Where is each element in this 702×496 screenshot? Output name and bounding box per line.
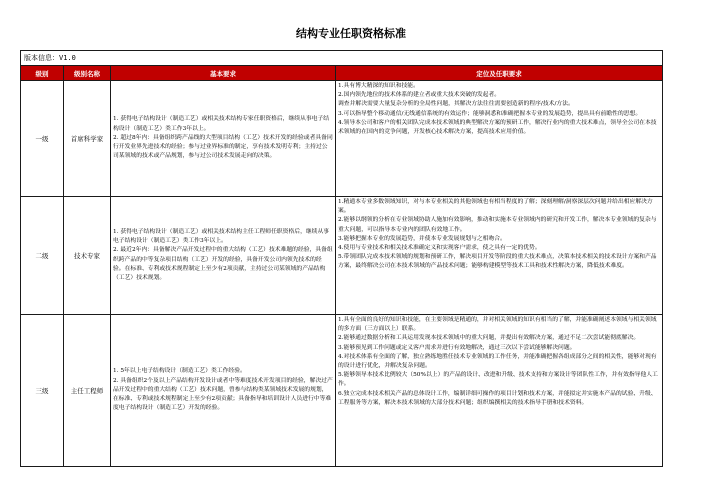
responsibility-item: 2.能够以纲领的分析在专业领域协助人施加有效影响，推动和实施本专业领域内的研究和开发工作，解决本专业领域的复杂与重大问题，可以指导本专业内的团队有效地工作。 xyxy=(338,217,657,233)
responsibility-item: 5.带领团队完成本技术领域的规划和预研工作，解决项目开发等阶段的重大技术难点，决策本技术相关的技术设计方案和产品方案，最终解决公司在本技术领域的产品技术问题；能够构建模型等技术工具和技术性解决方案，降低技术难度。 xyxy=(338,254,657,270)
version-cell xyxy=(21,51,663,66)
requirement-item: 2. 最近2年内：具备解决产品开发过程中的重大结构（工艺）技术难题的经验，具备组织跨产品的中等复杂项目结构（工艺）开发的经验，具备开发公司内领先技术的经验。在标准、专利或技术规程制定上至少有2项贡献，主持过公司某领域的产品结构（工艺）技术规划。 xyxy=(113,247,333,281)
version-value: V1.0 xyxy=(59,54,76,62)
header-basic-requirements: 基本要求 xyxy=(111,66,336,81)
table-row xyxy=(21,81,663,197)
level-cell: 二级 xyxy=(21,197,64,315)
responsibility-item: 1.具有博大精深的知识和技能。 xyxy=(338,83,419,89)
responsibility-item: 1.精通本专业多数领域知识，对与本专业相关的其他领域也有相当程度的了解；深刻理解/洞察深层次问题并给出相应解决方案。 xyxy=(338,199,653,215)
basic-requirements-cell xyxy=(111,197,336,315)
level-name-cell: 主任工程师 xyxy=(64,315,111,467)
level-name-cell: 首席科学家 xyxy=(64,81,111,197)
position-requirements-cell xyxy=(336,81,663,197)
responsibility-item: 4.对技术体系有全面的了解，独立熟练地胜任技术专业领域的工作任务，并能准确把握各组成部分之间的相关性，能够对现有的设计进行优化，并解决复杂问题。 xyxy=(338,353,657,370)
requirement-item: 1. 获得电子结构设计（制造工艺）或相关技术结构专家任职资格后，继续从事电子结构设计（制造工艺）类工作3年以上。 xyxy=(113,116,330,132)
header-row xyxy=(21,66,663,81)
version-row xyxy=(21,51,663,66)
responsibility-item: 5.能够领导本技术比例较大（50%以上）的产品的设计、改进和升级、技术支持和方案设计等团队性工作，并有效指导他人工作。 xyxy=(338,372,658,388)
responsibility-item: 3.可以指导整个移动通信/无线通信系统的有效运作；能够洞悉和准确把握本专业的发展趋势，提出具有前瞻性的思想。 xyxy=(338,110,642,117)
responsibility-item: 1.具有全面的良好的知识和技能，在主要领域是精通的，并对相关领域的知识有相当的了解，并能准确阐述本领域与相关领域的多方面（三方面以上）联系。 xyxy=(338,317,657,333)
basic-requirements-cell xyxy=(111,315,336,467)
responsibility-item: 调查并解决需要大量复杂分析的全局性问题，其解决方法往往需要创造新的程序/技术/方法。 xyxy=(338,101,574,108)
qualification-table xyxy=(20,50,663,467)
position-requirements-cell xyxy=(336,315,663,467)
level-cell: 一级 xyxy=(21,81,64,197)
header-name: 级别名称 xyxy=(64,66,111,81)
version-label: 版本信息： xyxy=(24,54,59,62)
basic-requirements-cell xyxy=(111,81,336,197)
level-cell: 三级 xyxy=(21,315,64,467)
page-title: 结构专业任职资格标准 xyxy=(296,27,406,40)
responsibility-item: 2.能够通过数据分析和工具运用发现本技术领域中的重大问题，并提出有效解决方案，通过不足二次尝试能彻底解决。 xyxy=(338,335,640,342)
table-row xyxy=(21,315,663,467)
responsibility-item: 4.领导本公司和客户的相关团队完成本技术领域的典型解决方案的预研工作，解决行业内的重大技术难点，领导全公司在本技术领域的在国内的竞争问题，开发核心技术解决方案，提高技术应用价值。 xyxy=(338,119,657,136)
responsibility-item: 3.能够把握本专业的发展趋势，并使本专业发展规划与之相吻合。 xyxy=(338,235,506,242)
responsibility-item: 3.能够预见到工作问题或定义客户需求并进行有效地解决，通过三次以下尝试能够解决问题。 xyxy=(338,344,576,351)
requirement-item: 2. 超过8年内：具备组织跨产品线的大型项目结构（工艺）技术开发的经验或者具备同行开发业界先进技术的经验；参与过业界标准的制定，享有技术发明专利；主持过公司某领域的技术或产品规划，参与过公司技术发展走向的决策。 xyxy=(113,134,333,160)
requirement-item: 1. 获得电子结构设计（制造工艺）或相关技术结构主任工程师任职资格后，继续从事电子结构设计（制造工艺）类工作3年以上。 xyxy=(113,228,330,245)
header-level: 级别 xyxy=(21,66,64,81)
table-row xyxy=(21,197,663,315)
header-position-requirements: 定位及任职要求 xyxy=(336,66,663,81)
level-name-cell: 技术专家 xyxy=(64,197,111,315)
position-requirements-cell xyxy=(336,197,663,315)
requirement-item: 2. 具备组织2个及以上产品结构开发设计或者中等难度技术开发项目的经验，解决过产品开发过程中的重大结构（工艺）技术问题，曾参与结构类某领域技术发展的规划，在标准、专利或技术规程制定上至少有2项贡献；具备指导和培训设计人员进行中等难度电子结构设计（制造工艺）开发的经验。 xyxy=(113,377,333,412)
responsibility-item: 4.使用与专业技术和相关技术准确定义和实现客户需求，使之具有一定的优势。 xyxy=(338,245,541,252)
responsibility-item: 6.独立完成本技术相关产品的总体设计工作，编制详细可操作的项目计划和技术方案，并能拟定并实施本产品的试验、升级、工程服务等方案，解决本技术领域的大部分技术问题；组织编撰相关的技术指导手册和技术资料。 xyxy=(338,390,657,406)
requirement-item: 1. 5年以上电子结构设计（制造工艺）类工作经验。 xyxy=(113,368,246,375)
responsibility-item: 2.国内领先地位的技术体系的建立者或重大技术突破的发起者。 xyxy=(338,92,501,99)
